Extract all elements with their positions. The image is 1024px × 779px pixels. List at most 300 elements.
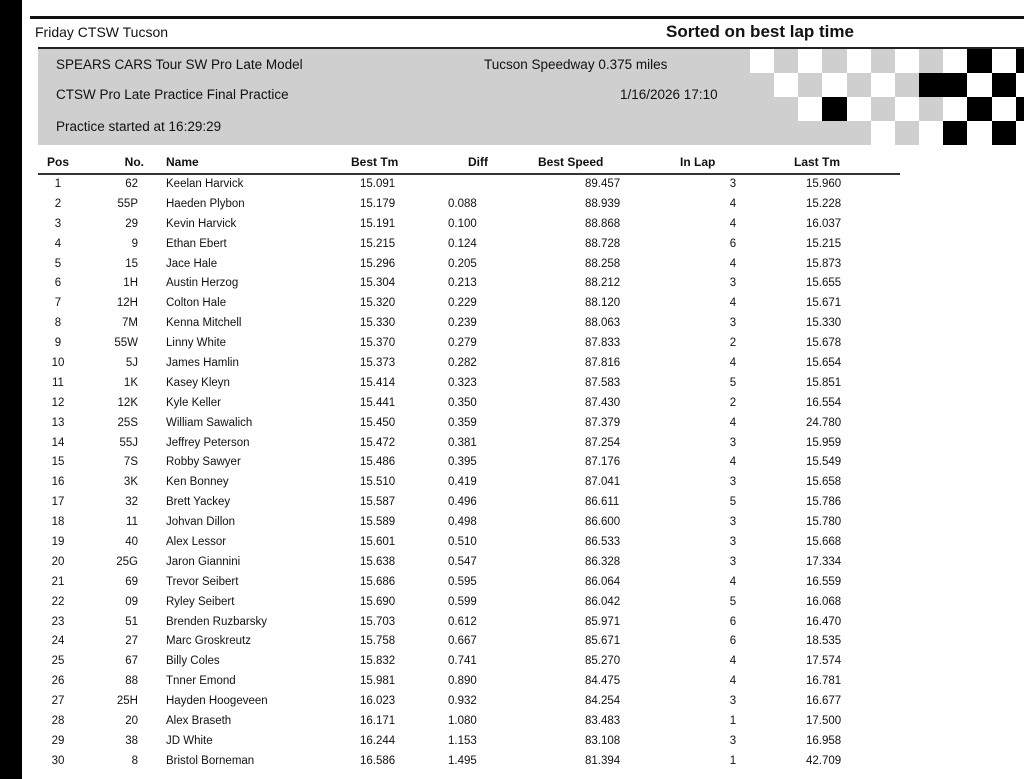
cell-driver-name: Robby Sawyer <box>166 456 241 469</box>
cell-in-lap: 4 <box>729 655 737 668</box>
cell-in-lap: 3 <box>729 436 737 449</box>
cell-car-number: 8 <box>131 754 138 767</box>
cell-diff: 0.395 <box>448 456 477 469</box>
cell-diff: 0.595 <box>448 575 477 588</box>
cell-last-time: 15.873 <box>806 257 842 270</box>
checker-square <box>943 73 967 97</box>
cell-best-time: 16.171 <box>360 715 396 728</box>
cell-driver-name: Haeden Plybon <box>166 197 245 210</box>
table-row <box>38 215 900 235</box>
cell-car-number: 12H <box>116 297 138 310</box>
cell-driver-name: Jaron Giannini <box>166 555 241 568</box>
table-row <box>38 354 900 374</box>
cell-driver-name: Jeffrey Peterson <box>166 436 250 449</box>
cell-driver-name: Brett Yackey <box>166 496 231 509</box>
checker-square <box>847 121 871 145</box>
table-row <box>38 573 900 593</box>
cell-driver-name: Ethan Ebert <box>166 237 227 250</box>
cell-best-speed: 88.868 <box>585 217 621 230</box>
checker-square <box>774 97 798 121</box>
cell-diff: 1.495 <box>448 754 477 767</box>
checker-square <box>798 49 822 73</box>
cell-last-time: 16.470 <box>806 615 842 628</box>
cell-pos: 27 <box>51 695 65 708</box>
checker-square <box>919 121 943 145</box>
cell-in-lap: 5 <box>729 376 737 389</box>
cell-pos: 22 <box>51 595 65 608</box>
cell-last-time: 18.535 <box>806 635 842 648</box>
cell-diff: 0.213 <box>448 277 477 290</box>
cell-last-time: 15.960 <box>806 178 842 190</box>
cell-car-number: 09 <box>125 595 138 608</box>
cell-car-number: 3K <box>123 476 138 489</box>
table-row <box>38 195 900 215</box>
cell-best-time: 16.586 <box>360 754 396 767</box>
cell-in-lap: 4 <box>729 416 737 429</box>
col-name: Name <box>166 155 199 169</box>
cell-pos: 6 <box>54 277 62 290</box>
cell-last-time: 16.559 <box>806 575 842 588</box>
cell-last-time: 15.851 <box>806 376 842 389</box>
cell-best-time: 15.370 <box>360 337 396 350</box>
cell-in-lap: 3 <box>729 536 737 549</box>
practice-start: Practice started at 16:29:29 <box>56 119 222 134</box>
table-row <box>38 593 900 613</box>
table-row <box>38 513 900 533</box>
cell-driver-name: Billy Coles <box>166 655 220 668</box>
cell-in-lap: 4 <box>729 217 737 230</box>
cell-last-time: 17.500 <box>806 715 842 728</box>
cell-best-speed: 87.430 <box>585 396 621 409</box>
results-table <box>38 175 900 772</box>
checker-square <box>967 97 991 121</box>
cell-best-speed: 88.728 <box>585 237 621 250</box>
cell-best-speed: 86.064 <box>585 575 621 588</box>
checker-square <box>967 49 991 73</box>
table-row <box>38 294 900 314</box>
cell-best-time: 15.215 <box>360 237 396 250</box>
cell-best-speed: 87.254 <box>585 436 621 449</box>
checker-square <box>798 73 822 97</box>
cell-best-speed: 85.971 <box>585 615 621 628</box>
cell-diff: 0.510 <box>448 536 477 549</box>
cell-car-number: 1K <box>123 376 138 389</box>
cell-car-number: 40 <box>125 536 138 549</box>
cell-diff: 0.498 <box>448 516 477 529</box>
cell-last-time: 15.668 <box>806 536 842 549</box>
checker-square <box>822 73 846 97</box>
checker-square <box>871 121 895 145</box>
cell-best-time: 15.601 <box>360 536 396 549</box>
cell-in-lap: 6 <box>729 635 737 648</box>
checker-square <box>967 121 991 145</box>
cell-car-number: 7S <box>123 456 138 469</box>
table-row <box>38 692 900 712</box>
table-row <box>38 235 900 255</box>
cell-pos: 25 <box>51 655 65 668</box>
cell-pos: 10 <box>51 357 65 370</box>
cell-best-speed: 85.671 <box>585 635 621 648</box>
cell-car-number: 88 <box>125 675 138 688</box>
cell-car-number: 55W <box>114 337 138 350</box>
cell-car-number: 11 <box>126 516 138 529</box>
cell-in-lap: 3 <box>729 555 737 568</box>
cell-driver-name: Keelan Harvick <box>166 178 244 190</box>
checker-square <box>847 49 871 73</box>
cell-best-speed: 84.254 <box>585 695 621 708</box>
checker-square <box>895 97 919 121</box>
cell-driver-name: Alex Braseth <box>166 715 232 728</box>
cell-diff: 0.279 <box>448 337 477 350</box>
col-best-speed: Best Speed <box>538 155 604 169</box>
checker-square <box>774 121 798 145</box>
cell-best-speed: 88.258 <box>585 257 621 270</box>
cell-best-time: 15.758 <box>360 635 396 648</box>
cell-in-lap: 4 <box>729 297 737 310</box>
cell-driver-name: JD White <box>166 734 213 747</box>
cell-best-speed: 86.533 <box>585 536 621 549</box>
table-row <box>38 752 900 772</box>
cell-best-speed: 87.379 <box>585 416 621 429</box>
table-row <box>38 414 900 434</box>
cell-diff: 0.323 <box>448 376 477 389</box>
cell-last-time: 17.334 <box>806 555 842 568</box>
cell-best-speed: 84.475 <box>585 675 621 688</box>
table-row <box>38 274 900 294</box>
cell-driver-name: Ken Bonney <box>166 476 229 489</box>
cell-last-time: 16.677 <box>806 695 842 708</box>
cell-pos: 26 <box>51 675 65 688</box>
checker-square <box>1016 49 1024 73</box>
checker-square <box>822 121 846 145</box>
table-row <box>38 672 900 692</box>
cell-pos: 18 <box>51 516 65 529</box>
cell-best-speed: 86.611 <box>585 496 620 509</box>
cell-in-lap: 4 <box>729 456 737 469</box>
cell-in-lap: 3 <box>729 178 737 190</box>
cell-diff: 0.239 <box>448 317 477 330</box>
results-page <box>22 0 1024 779</box>
table-row <box>38 493 900 513</box>
cell-pos: 20 <box>51 555 65 568</box>
cell-pos: 21 <box>51 575 65 588</box>
cell-diff: 0.547 <box>448 555 477 568</box>
cell-in-lap: 2 <box>729 337 737 350</box>
top-rule <box>30 16 1024 19</box>
table-row <box>38 434 900 454</box>
cell-best-speed: 87.816 <box>585 357 621 370</box>
cell-driver-name: Brenden Ruzbarsky <box>166 615 267 628</box>
cell-last-time: 15.658 <box>806 476 842 489</box>
cell-diff: 0.100 <box>448 217 477 230</box>
cell-pos: 5 <box>54 257 62 270</box>
cell-pos: 23 <box>51 615 65 628</box>
checker-square <box>992 121 1016 145</box>
checker-square <box>774 73 798 97</box>
col-best-tm: Best Tm <box>351 155 399 169</box>
table-row <box>38 374 900 394</box>
cell-last-time: 15.959 <box>806 436 842 449</box>
session-info-band <box>38 47 1024 145</box>
cell-best-time: 15.450 <box>360 416 396 429</box>
cell-last-time: 15.215 <box>806 237 842 250</box>
checker-square <box>871 97 895 121</box>
cell-best-speed: 88.212 <box>585 277 621 290</box>
cell-pos: 1 <box>54 178 62 190</box>
cell-best-speed: 87.041 <box>585 476 621 489</box>
cell-best-time: 15.832 <box>360 655 396 668</box>
cell-best-time: 15.587 <box>360 496 396 509</box>
checker-square <box>992 97 1016 121</box>
checker-square <box>1016 73 1024 97</box>
checker-square <box>919 49 943 73</box>
cell-pos: 12 <box>51 396 65 409</box>
cell-pos: 14 <box>51 436 65 449</box>
cell-best-time: 15.296 <box>360 257 396 270</box>
checker-square <box>919 97 943 121</box>
col-no: No. <box>124 155 144 169</box>
cell-pos: 30 <box>51 754 65 767</box>
checker-square <box>871 49 895 73</box>
cell-diff: 0.282 <box>448 357 477 370</box>
cell-car-number: 25H <box>116 695 138 708</box>
cell-last-time: 15.330 <box>806 317 842 330</box>
cell-car-number: 55J <box>119 436 138 449</box>
table-row <box>38 533 900 553</box>
cell-pos: 15 <box>51 456 65 469</box>
cell-pos: 11 <box>52 376 64 389</box>
cell-best-time: 15.330 <box>360 317 396 330</box>
cell-diff: 0.350 <box>448 396 477 409</box>
cell-best-time: 15.703 <box>360 615 396 628</box>
cell-last-time: 15.549 <box>806 456 842 469</box>
cell-driver-name: James Hamlin <box>166 357 239 370</box>
cell-best-speed: 81.394 <box>585 754 621 767</box>
cell-best-time: 15.638 <box>360 555 396 568</box>
cell-best-speed: 87.833 <box>585 337 621 350</box>
cell-best-time: 15.690 <box>360 595 396 608</box>
cell-in-lap: 3 <box>729 277 737 290</box>
table-row <box>38 473 900 493</box>
cell-pos: 16 <box>51 476 65 489</box>
cell-best-speed: 89.457 <box>585 178 621 190</box>
cell-car-number: 25S <box>117 416 138 429</box>
cell-driver-name: Tnner Emond <box>166 675 236 688</box>
cell-pos: 24 <box>51 635 65 648</box>
cell-best-time: 15.441 <box>360 396 396 409</box>
checker-square <box>798 121 822 145</box>
table-row <box>38 652 900 672</box>
cell-in-lap: 6 <box>729 237 737 250</box>
table-row <box>38 453 900 473</box>
checker-square <box>822 97 846 121</box>
cell-best-speed: 88.120 <box>585 297 621 310</box>
cell-in-lap: 4 <box>729 575 737 588</box>
cell-car-number: 29 <box>125 217 138 230</box>
cell-in-lap: 4 <box>729 357 737 370</box>
cell-last-time: 17.574 <box>806 655 842 668</box>
cell-last-time: 15.655 <box>806 277 842 290</box>
checker-square <box>895 73 919 97</box>
cell-driver-name: Austin Herzog <box>166 277 239 290</box>
col-diff: Diff <box>468 155 488 169</box>
cell-pos: 2 <box>54 197 62 210</box>
cell-last-time: 24.780 <box>806 416 842 429</box>
checker-square <box>895 49 919 73</box>
cell-pos: 8 <box>54 317 62 330</box>
cell-driver-name: Kyle Keller <box>166 396 221 409</box>
cell-last-time: 15.786 <box>806 496 842 509</box>
cell-last-time: 15.678 <box>806 337 842 350</box>
cell-last-time: 16.554 <box>806 396 842 409</box>
cell-car-number: 38 <box>125 734 138 747</box>
cell-pos: 28 <box>51 715 65 728</box>
cell-diff: 0.381 <box>448 436 477 449</box>
cell-car-number: 69 <box>125 575 138 588</box>
cell-best-speed: 86.600 <box>585 516 621 529</box>
cell-driver-name: Johvan Dillon <box>166 516 236 529</box>
table-header <box>38 153 900 175</box>
cell-car-number: 55P <box>117 197 138 210</box>
cell-diff: 0.359 <box>448 416 477 429</box>
cell-best-speed: 83.108 <box>585 734 621 747</box>
cell-best-time: 16.023 <box>360 695 396 708</box>
cell-best-speed: 87.176 <box>585 456 621 469</box>
cell-last-time: 16.068 <box>806 595 842 608</box>
checker-square <box>967 73 991 97</box>
col-last-tm: Last Tm <box>794 155 841 169</box>
cell-driver-name: Marc Groskreutz <box>166 635 251 648</box>
cell-last-time: 16.958 <box>806 734 842 747</box>
checker-square <box>774 49 798 73</box>
cell-diff: 0.612 <box>448 615 477 628</box>
cell-driver-name: Ryley Seibert <box>166 595 235 608</box>
checker-square <box>750 73 774 97</box>
cell-diff: 0.496 <box>448 496 477 509</box>
sort-label: Sorted on best lap time <box>666 22 854 41</box>
cell-best-time: 15.589 <box>360 516 396 529</box>
cell-in-lap: 1 <box>729 715 737 728</box>
cell-car-number: 27 <box>125 635 138 648</box>
cell-best-speed: 88.063 <box>585 317 621 330</box>
cell-car-number: 67 <box>125 655 138 668</box>
checker-square <box>1016 97 1024 121</box>
cell-driver-name: Hayden Hoogeveen <box>166 695 268 708</box>
cell-pos: 17 <box>51 496 65 509</box>
cell-diff: 1.080 <box>448 715 477 728</box>
checker-square <box>871 73 895 97</box>
cell-best-speed: 88.939 <box>585 197 621 210</box>
cell-in-lap: 4 <box>729 197 737 210</box>
cell-last-time: 15.671 <box>806 297 842 310</box>
cell-in-lap: 1 <box>729 754 737 767</box>
cell-diff: 0.419 <box>448 476 477 489</box>
cell-diff: 0.932 <box>448 695 477 708</box>
cell-in-lap: 3 <box>729 695 737 708</box>
cell-best-speed: 86.042 <box>585 595 621 608</box>
series-name: SPEARS CARS Tour SW Pro Late Model <box>56 57 303 72</box>
cell-driver-name: Jace Hale <box>166 257 218 270</box>
cell-diff: 0.741 <box>448 655 477 668</box>
checker-square <box>943 49 967 73</box>
cell-best-time: 15.510 <box>360 476 396 489</box>
col-in-lap: In Lap <box>680 155 716 169</box>
cell-best-time: 15.304 <box>360 277 396 290</box>
cell-car-number: 32 <box>125 496 138 509</box>
cell-car-number: 1H <box>123 277 138 290</box>
cell-in-lap: 5 <box>729 496 737 509</box>
cell-driver-name: Bristol Borneman <box>166 754 255 767</box>
cell-driver-name: Linny White <box>166 337 227 350</box>
table-row <box>38 175 900 195</box>
table-row <box>38 732 900 752</box>
table-row <box>38 613 900 633</box>
cell-last-time: 16.037 <box>806 217 842 230</box>
cell-diff: 0.205 <box>448 257 477 270</box>
cell-diff: 1.153 <box>448 734 477 747</box>
cell-best-time: 15.686 <box>360 575 396 588</box>
checker-square <box>919 73 943 97</box>
cell-in-lap: 3 <box>729 516 737 529</box>
checker-square <box>750 49 774 73</box>
cell-last-time: 16.781 <box>806 675 842 688</box>
checker-square <box>847 97 871 121</box>
event-title: Friday CTSW Tucson <box>35 24 169 40</box>
cell-best-speed: 85.270 <box>585 655 621 668</box>
checker-square <box>750 121 774 145</box>
table-row <box>38 394 900 414</box>
checker-square <box>847 73 871 97</box>
cell-car-number: 15 <box>125 257 138 270</box>
table-row <box>38 255 900 275</box>
cell-car-number: 12K <box>117 396 138 409</box>
cell-best-speed: 87.583 <box>585 376 621 389</box>
table-row <box>38 632 900 652</box>
col-pos: Pos <box>46 155 69 169</box>
cell-pos: 9 <box>54 337 62 350</box>
cell-car-number: 5J <box>125 357 138 370</box>
checker-square <box>992 73 1016 97</box>
cell-diff: 0.229 <box>448 297 477 310</box>
checker-square <box>943 121 967 145</box>
cell-in-lap: 3 <box>729 734 737 747</box>
cell-driver-name: William Sawalich <box>166 416 253 429</box>
cell-best-time: 15.981 <box>360 675 396 688</box>
table-row <box>38 314 900 334</box>
table-row <box>38 553 900 573</box>
track-name: Tucson Speedway 0.375 miles <box>484 57 668 72</box>
cell-in-lap: 6 <box>729 615 737 628</box>
cell-driver-name: Kevin Harvick <box>166 217 237 230</box>
cell-in-lap: 3 <box>729 476 737 489</box>
table-row <box>38 334 900 354</box>
checker-square <box>943 97 967 121</box>
cell-pos: 29 <box>51 734 65 747</box>
cell-best-time: 15.472 <box>360 436 396 449</box>
checkered-flag-graphic <box>750 49 1024 145</box>
checker-square <box>992 49 1016 73</box>
cell-car-number: 25G <box>116 555 138 568</box>
cell-in-lap: 3 <box>729 317 737 330</box>
cell-in-lap: 4 <box>729 257 737 270</box>
cell-pos: 3 <box>54 217 62 230</box>
cell-best-time: 15.320 <box>360 297 396 310</box>
cell-best-time: 15.373 <box>360 357 396 370</box>
cell-in-lap: 4 <box>729 675 737 688</box>
cell-best-time: 15.414 <box>360 376 396 389</box>
cell-diff: 0.088 <box>448 197 477 210</box>
cell-diff: 0.667 <box>448 635 477 648</box>
